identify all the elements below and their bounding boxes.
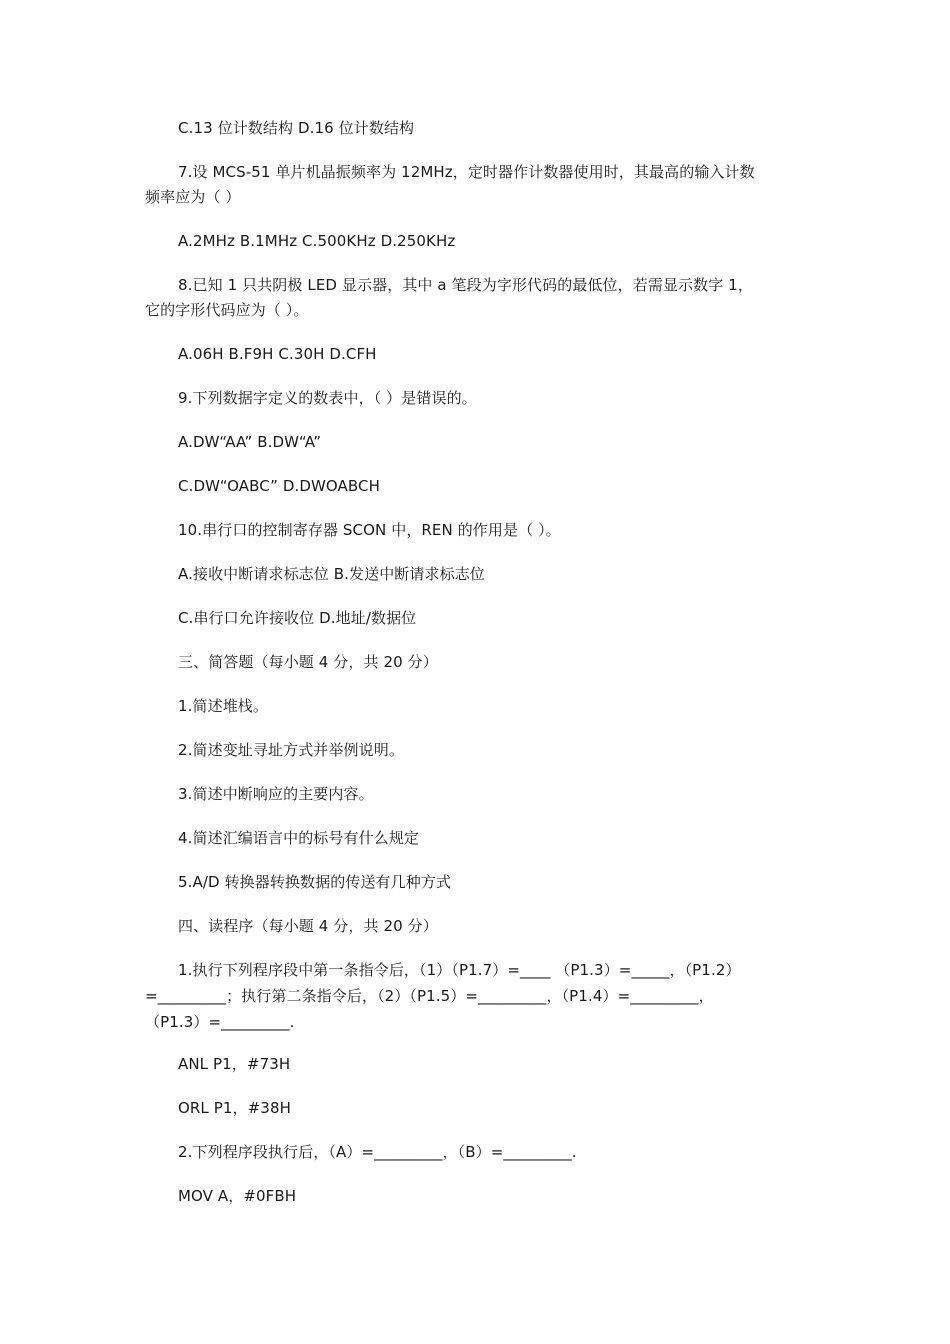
short-answer-2: 2.简述变址寻址方式并举例说明。 — [178, 741, 404, 759]
program-question-1-cont2: （P1.3）=_________. — [145, 1013, 295, 1031]
program-question-1: 1.执行下列程序段中第一条指令后，（1）（P1.7）=____ （P1.3）=_____，（P1.2） — [178, 961, 741, 979]
code-line-mov: MOV A，#0FBH — [178, 1187, 297, 1205]
question-10: 10.串行口的控制寄存器 SCON 中，REN 的作用是（ ）。 — [178, 521, 561, 539]
question-8-cont: 它的字形代码应为（ ）。 — [145, 301, 309, 319]
short-answer-1: 1.简述堆栈。 — [178, 697, 269, 715]
question-9: 9.下列数据字定义的数表中，（ ）是错误的。 — [178, 389, 477, 407]
section-heading-4: 四、读程序（每小题 4 分，共 20 分） — [178, 917, 438, 935]
short-answer-4: 4.简述汇编语言中的标号有什么规定 — [178, 829, 420, 847]
code-line-orl: ORL P1，#38H — [178, 1099, 291, 1117]
option-line-10cd: C.串行口允许接收位 D.地址/数据位 — [178, 609, 417, 627]
short-answer-3: 3.简述中断响应的主要内容。 — [178, 785, 374, 803]
code-line-anl: ANL P1，#73H — [178, 1055, 291, 1073]
option-line-8: A.06H B.F9H C.30H D.CFH — [178, 345, 377, 363]
program-question-1-cont: =_________；执行第二条指令后，（2）（P1.5）=_________，（P1.4）=_________， — [145, 987, 714, 1005]
question-7-cont: 频率应为（ ） — [145, 188, 241, 206]
question-8: 8.已知 1 只共阴极 LED 显示器，其中 a 笔段为字形代码的最低位，若需显示数字 1， — [178, 276, 753, 294]
option-line-7: A.2MHz B.1MHz C.500KHz D.250KHz — [178, 232, 456, 250]
option-line-6cd: C.13 位计数结构 D.16 位计数结构 — [178, 119, 415, 137]
program-question-2: 2.下列程序段执行后，（A）=_________，（B）=_________. — [178, 1143, 577, 1161]
option-line-10ab: A.接收中断请求标志位 B.发送中断请求标志位 — [178, 565, 485, 583]
short-answer-5: 5.A/D 转换器转换数据的传送有几种方式 — [178, 873, 452, 891]
option-line-9cd: C.DW“OABC” D.DWOABCH — [178, 477, 381, 495]
question-7: 7.设 MCS-51 单片机晶振频率为 12MHz，定时器作计数器使用时，其最高的输入计数 — [178, 163, 755, 181]
section-heading-3: 三、简答题（每小题 4 分，共 20 分） — [178, 653, 438, 671]
option-line-9ab: A.DW“AA” B.DW“A” — [178, 433, 322, 451]
